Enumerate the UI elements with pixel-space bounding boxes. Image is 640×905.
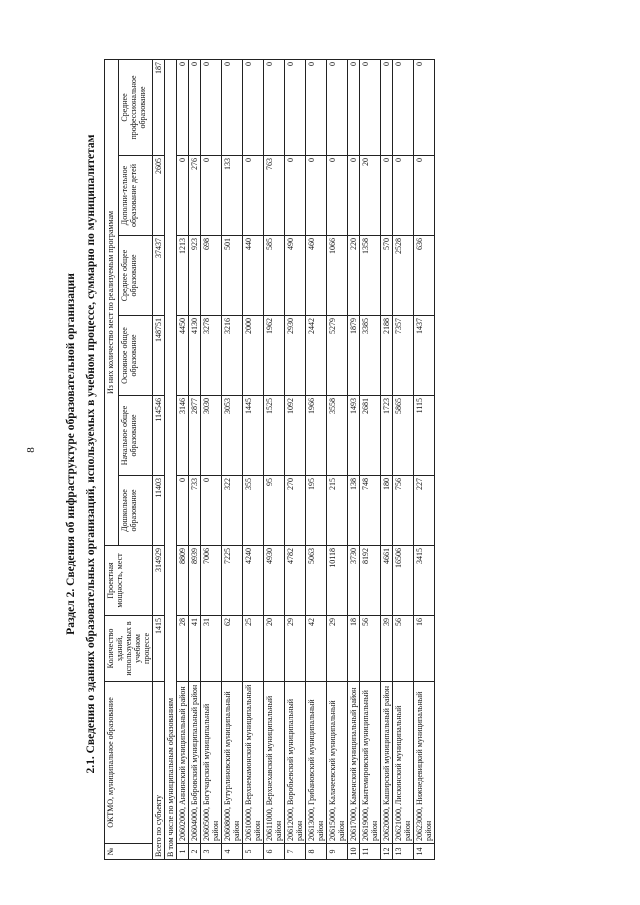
table-row xyxy=(348,59,360,859)
cell-primary: 3146 xyxy=(177,396,189,476)
cell-capacity: 8192 xyxy=(360,546,381,616)
cell-capacity: 8939 xyxy=(189,546,201,616)
cell-capacity: 3730 xyxy=(348,546,360,616)
cell-secondary: 440 xyxy=(243,236,264,316)
total-vocational: 187 xyxy=(153,59,165,155)
page-number: 8 xyxy=(25,447,37,453)
cell-preschool: 322 xyxy=(222,476,243,546)
section-title: Раздел 2. Сведения об инфраструктуре образовательной организации xyxy=(65,273,77,635)
cell-vocational: 0 xyxy=(222,59,243,155)
cell-capacity: 16506 xyxy=(393,546,414,616)
cell-vocational: 0 xyxy=(189,59,201,155)
cell-preschool: 95 xyxy=(264,476,285,546)
cell-name: 20617000, Каменский муниципальный район xyxy=(348,682,360,844)
cell-capacity: 3415 xyxy=(414,546,435,616)
cell-secondary: 501 xyxy=(222,236,243,316)
cell-secondary: 2528 xyxy=(393,236,414,316)
cell-primary: 1092 xyxy=(285,396,306,476)
cell-additional: 0 xyxy=(414,156,435,236)
cell-capacity: 4782 xyxy=(285,546,306,616)
cell-buildings: 20 xyxy=(264,616,285,682)
cell-preschool: 0 xyxy=(201,476,222,546)
cell-no: 11 xyxy=(360,844,381,860)
table-row xyxy=(264,59,285,859)
cell-basic: 3216 xyxy=(222,316,243,396)
cell-basic: 3385 xyxy=(360,316,381,396)
cell-basic: 2188 xyxy=(381,316,393,396)
cell-buildings: 41 xyxy=(189,616,201,682)
cell-secondary: 1066 xyxy=(327,236,348,316)
table-row xyxy=(381,59,393,859)
cell-buildings: 42 xyxy=(306,616,327,682)
cell-name: 20619000, Кантемировский муниципальный район xyxy=(360,682,381,844)
subsection-title: 2.1. Сведения о зданиях образовательных организаций, используемых в учебном процессе, суммарно по муниципалитетам xyxy=(85,134,97,774)
header-secondary: Среднее общее образование xyxy=(118,236,152,316)
cell-primary: 3558 xyxy=(327,396,348,476)
cell-primary: 3030 xyxy=(201,396,222,476)
cell-additional: 0 xyxy=(327,156,348,236)
total-row xyxy=(153,59,165,859)
header-primary: Начальное общее образование xyxy=(118,396,152,476)
cell-no: 1 xyxy=(177,844,189,860)
cell-name: 20602000, Аннинский муниципальный район xyxy=(177,682,189,844)
cell-primary: 2681 xyxy=(360,396,381,476)
header-additional: Дополни-тельное образование детей xyxy=(118,156,152,236)
cell-capacity: 4661 xyxy=(381,546,393,616)
cell-basic: 4130 xyxy=(189,316,201,396)
cell-vocational: 0 xyxy=(348,59,360,155)
cell-primary: 1115 xyxy=(414,396,435,476)
cell-additional: 0 xyxy=(393,156,414,236)
cell-secondary: 460 xyxy=(306,236,327,316)
table-row xyxy=(285,59,306,859)
cell-buildings: 29 xyxy=(327,616,348,682)
cell-capacity: 4930 xyxy=(264,546,285,616)
cell-no: 12 xyxy=(381,844,393,860)
header-preschool: Дошкольное образование xyxy=(118,476,152,546)
cell-buildings: 18 xyxy=(348,616,360,682)
cell-name: 20610000, Верхнемамонский муниципальный район xyxy=(243,682,264,844)
cell-name: 20612000, Воробьевский муниципальный район xyxy=(285,682,306,844)
cell-vocational: 0 xyxy=(201,59,222,155)
cell-basic: 2930 xyxy=(285,316,306,396)
cell-no: 9 xyxy=(327,844,348,860)
cell-additional: 0 xyxy=(243,156,264,236)
table-row xyxy=(243,59,264,859)
cell-additional: 20 xyxy=(360,156,381,236)
total-preschool: 11403 xyxy=(153,476,165,546)
cell-basic: 2000 xyxy=(243,316,264,396)
cell-primary: 1525 xyxy=(264,396,285,476)
cell-preschool: 215 xyxy=(327,476,348,546)
cell-name: 20605000, Богучарский муниципальный район xyxy=(201,682,222,844)
cell-capacity: 5063 xyxy=(306,546,327,616)
cell-name: 20623000, Нижнедевицкий муниципальный район xyxy=(414,682,435,844)
cell-secondary: 636 xyxy=(414,236,435,316)
cell-name: 20621000, Лискинский муниципальный район xyxy=(393,682,414,844)
cell-primary: 1445 xyxy=(243,396,264,476)
cell-primary: 1493 xyxy=(348,396,360,476)
table-row xyxy=(201,59,222,859)
cell-capacity: 7225 xyxy=(222,546,243,616)
cell-no: 5 xyxy=(243,844,264,860)
cell-vocational: 0 xyxy=(360,59,381,155)
cell-vocational: 0 xyxy=(264,59,285,155)
cell-vocational: 0 xyxy=(414,59,435,155)
buildings-table xyxy=(104,59,435,860)
cell-secondary: 698 xyxy=(201,236,222,316)
cell-secondary: 490 xyxy=(285,236,306,316)
cell-secondary: 220 xyxy=(348,236,360,316)
cell-buildings: 29 xyxy=(285,616,306,682)
cell-preschool: 756 xyxy=(393,476,414,546)
table-row xyxy=(414,59,435,859)
cell-secondary: 1358 xyxy=(360,236,381,316)
header-basic: Основное общее образование xyxy=(118,316,152,396)
cell-additional: 0 xyxy=(381,156,393,236)
table-row xyxy=(306,59,327,859)
cell-preschool: 355 xyxy=(243,476,264,546)
cell-buildings: 31 xyxy=(201,616,222,682)
cell-no: 4 xyxy=(222,844,243,860)
total-additional: 2605 xyxy=(153,156,165,236)
cell-additional: 0 xyxy=(201,156,222,236)
cell-basic: 7357 xyxy=(393,316,414,396)
cell-basic: 1962 xyxy=(264,316,285,396)
cell-primary: 3053 xyxy=(222,396,243,476)
cell-preschool: 195 xyxy=(306,476,327,546)
table-row xyxy=(222,59,243,859)
header-no: № xyxy=(105,844,153,860)
cell-no: 6 xyxy=(264,844,285,860)
cell-name: 20604000, Бобровский муниципальный район xyxy=(189,682,201,844)
total-primary: 114546 xyxy=(153,396,165,476)
cell-preschool: 733 xyxy=(189,476,201,546)
cell-secondary: 923 xyxy=(189,236,201,316)
cell-buildings: 16 xyxy=(414,616,435,682)
cell-secondary: 1213 xyxy=(177,236,189,316)
table-row xyxy=(360,59,381,859)
total-capacity: 314929 xyxy=(153,546,165,616)
cell-name: 20615000, Калачеевский муниципальный район xyxy=(327,682,348,844)
table-row xyxy=(189,59,201,859)
cell-buildings: 39 xyxy=(381,616,393,682)
cell-primary: 1723 xyxy=(381,396,393,476)
cell-name: 20611000, Верхнехавский муниципальный район xyxy=(264,682,285,844)
cell-preschool: 270 xyxy=(285,476,306,546)
subheader-label: В том числе по муниципальным образованиям xyxy=(165,59,177,859)
total-secondary: 37437 xyxy=(153,236,165,316)
cell-name: 20620000, Каширский муниципальный район xyxy=(381,682,393,844)
cell-capacity: 7006 xyxy=(201,546,222,616)
cell-no: 8 xyxy=(306,844,327,860)
table-row xyxy=(177,59,189,859)
cell-no: 7 xyxy=(285,844,306,860)
cell-buildings: 28 xyxy=(177,616,189,682)
cell-preschool: 748 xyxy=(360,476,381,546)
cell-buildings: 62 xyxy=(222,616,243,682)
cell-buildings: 25 xyxy=(243,616,264,682)
cell-additional: 0 xyxy=(306,156,327,236)
header-group: Из них количество мест по реализуемым программам xyxy=(105,59,119,545)
cell-basic: 3278 xyxy=(201,316,222,396)
cell-secondary: 585 xyxy=(264,236,285,316)
cell-preschool: 138 xyxy=(348,476,360,546)
cell-preschool: 180 xyxy=(381,476,393,546)
cell-no: 10 xyxy=(348,844,360,860)
cell-basic: 1879 xyxy=(348,316,360,396)
cell-name: 20613000, Грибановский муниципальный район xyxy=(306,682,327,844)
cell-buildings: 56 xyxy=(360,616,381,682)
table-row xyxy=(327,59,348,859)
cell-preschool: 0 xyxy=(177,476,189,546)
cell-secondary: 570 xyxy=(381,236,393,316)
subheader-row xyxy=(165,59,177,859)
cell-additional: 0 xyxy=(285,156,306,236)
total-basic: 148751 xyxy=(153,316,165,396)
header-vocational: Среднее профессиональное образование xyxy=(118,59,152,155)
cell-no: 14 xyxy=(414,844,435,860)
header-capacity: Проектная мощность, мест xyxy=(105,546,153,616)
cell-vocational: 0 xyxy=(306,59,327,155)
cell-vocational: 0 xyxy=(327,59,348,155)
cell-additional: 133 xyxy=(222,156,243,236)
cell-capacity: 4240 xyxy=(243,546,264,616)
cell-preschool: 227 xyxy=(414,476,435,546)
cell-basic: 2442 xyxy=(306,316,327,396)
total-buildings: 1415 xyxy=(153,616,165,682)
header-buildings: Количество зданий, используемых в учебном процессе xyxy=(105,616,153,682)
cell-vocational: 0 xyxy=(393,59,414,155)
rotated-page-content xyxy=(58,30,623,878)
cell-capacity: 8809 xyxy=(177,546,189,616)
cell-basic: 5279 xyxy=(327,316,348,396)
table-row xyxy=(393,59,414,859)
header-oktmo: ОКТМО, муниципальное образование xyxy=(105,682,153,844)
cell-additional: 763 xyxy=(264,156,285,236)
cell-additional: 0 xyxy=(348,156,360,236)
cell-capacity: 10118 xyxy=(327,546,348,616)
cell-basic: 1437 xyxy=(414,316,435,396)
cell-additional: 276 xyxy=(189,156,201,236)
cell-additional: 0 xyxy=(177,156,189,236)
total-label: Всего по субъекту xyxy=(153,682,165,860)
cell-vocational: 0 xyxy=(177,59,189,155)
cell-buildings: 56 xyxy=(393,616,414,682)
cell-vocational: 0 xyxy=(381,59,393,155)
cell-vocational: 0 xyxy=(285,59,306,155)
cell-no: 3 xyxy=(201,844,222,860)
cell-primary: 1966 xyxy=(306,396,327,476)
cell-vocational: 0 xyxy=(243,59,264,155)
cell-no: 13 xyxy=(393,844,414,860)
cell-no: 2 xyxy=(189,844,201,860)
cell-basic: 4450 xyxy=(177,316,189,396)
cell-primary: 2877 xyxy=(189,396,201,476)
cell-primary: 5865 xyxy=(393,396,414,476)
cell-name: 20608000, Бутурлиновский муниципальный район xyxy=(222,682,243,844)
